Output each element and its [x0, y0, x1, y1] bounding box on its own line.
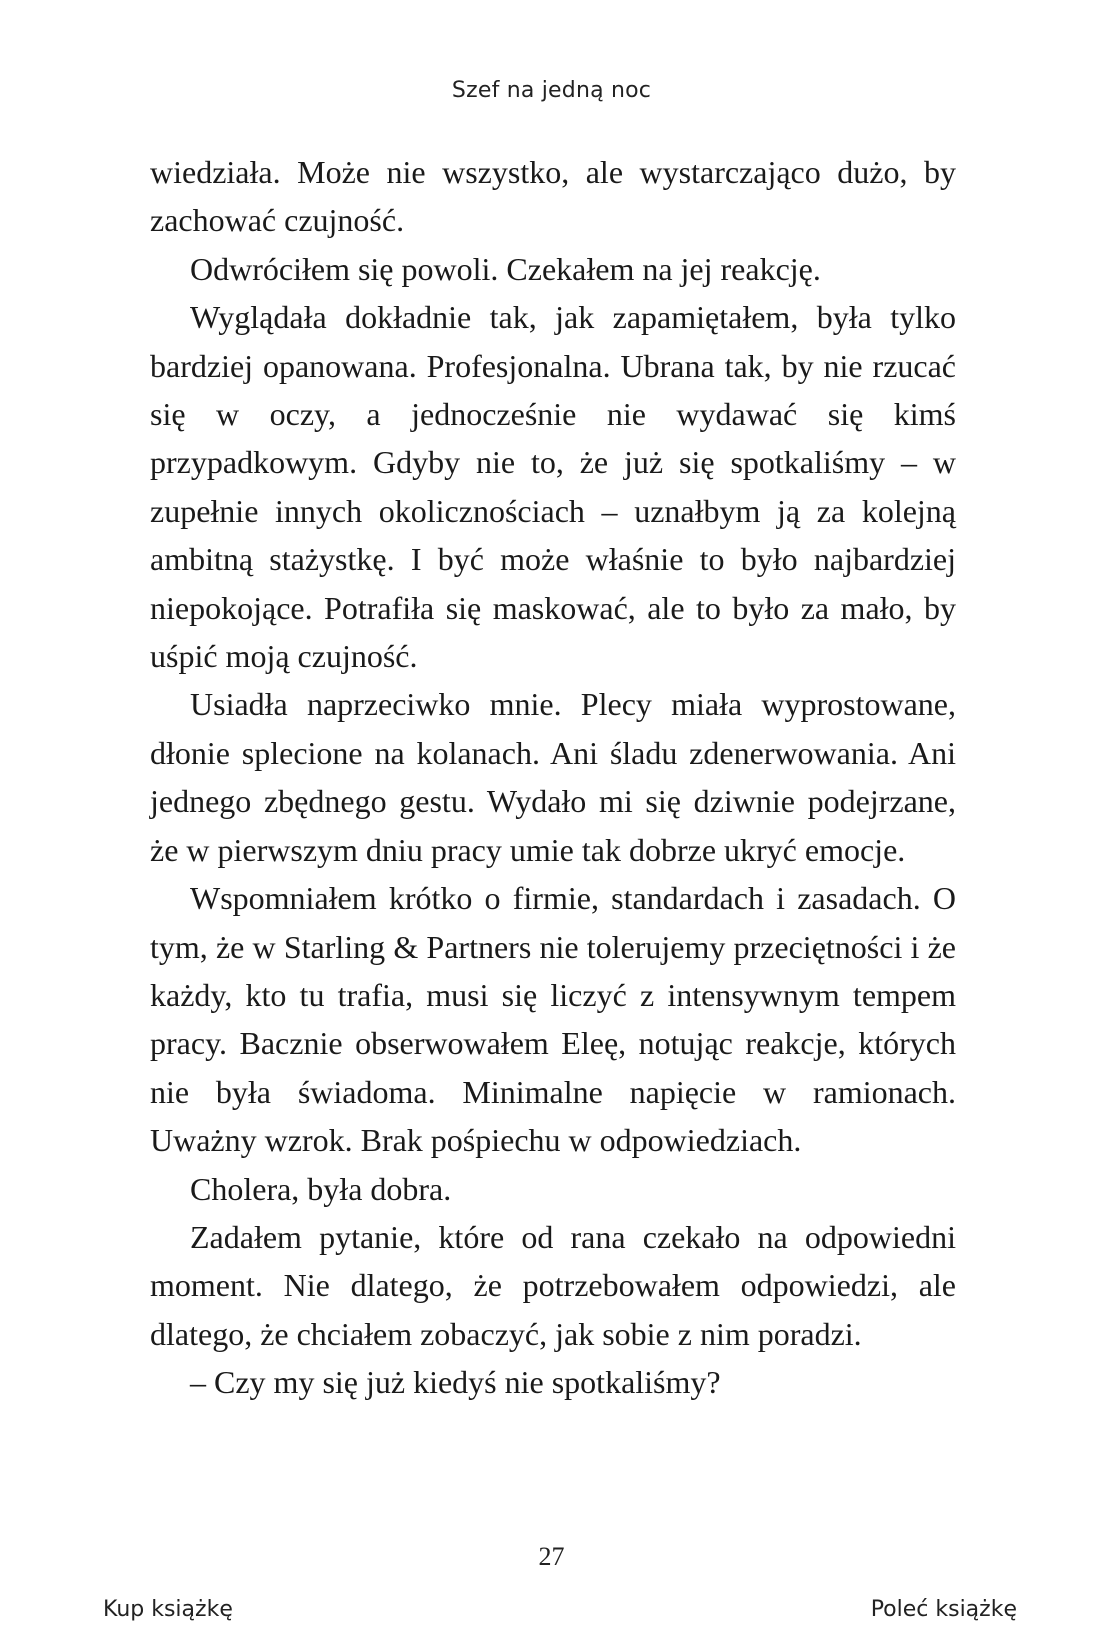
paragraph: Wspomniałem krótko o firmie, standardach i zasadach. O tym, że w Starling & Partners nie tolerujemy przeciętności i że każdy, kto tu trafia, musi się liczyć z intensywnym tempem pracy. Bacznie obserwowałem Eleę, notując reakcje, których nie była świadoma. Minimalne napięcie w ramionach. Uważny wzrok. Brak pośpiechu w odpowiedziach. — [150, 880, 956, 1159]
chapter-body — [150, 148, 956, 1407]
paragraph: Zadałem pytanie, które od rana czekało na odpowiedni moment. Nie dlatego, że potrzebowałem odpowiedzi, ale dlatego, że chciałem zobaczyć, jak sobie z nim poradzi. — [150, 1218, 956, 1352]
buy-book-link[interactable]: Kup książkę — [103, 1597, 233, 1622]
running-header: Szef na jedną noc — [451, 78, 652, 103]
paragraph: Usiadła naprzeciwko mnie. Plecy miała wyprostowane, dłonie splecione na kolanach. Ani śladu zdenerwowania. Ani jednego zbędnego gestu. Wydało mi się dziwnie podejrzane, że w pierwszym dniu pracy umie tak dobrze ukryć emocje. — [150, 686, 956, 868]
dialogue-line: – Czy my się już kiedyś nie spotkaliśmy? — [190, 1364, 721, 1401]
page-number: 27 — [538, 1542, 565, 1571]
paragraph: Odwróciłem się powoli. Czekałem na jej reakcję. — [190, 250, 821, 287]
paragraph: Wyglądała dokładnie tak, jak zapamiętałem, była tylko bardziej opanowana. Profesjonalna. Ubrana tak, by nie rzucać się w oczy, a jednocześnie nie wydawać się kimś przypadkowym. Gdyby nie to, że już się spotkaliśmy – w zupełnie innych okolicznościach – uznałbym ją za kolejną ambitną stażystkę. I być może właśnie to było najbardziej niepokojące. Potrafiła się maskować, ale to było za mało, by uśpić moją czujność. — [150, 299, 956, 675]
paragraph: wiedziała. Może nie wszystko, ale wystarczająco dużo, by zachować czujność. — [150, 154, 956, 239]
recommend-book-link[interactable]: Poleć książkę — [870, 1597, 1017, 1622]
paragraph: Cholera, była dobra. — [190, 1170, 452, 1207]
